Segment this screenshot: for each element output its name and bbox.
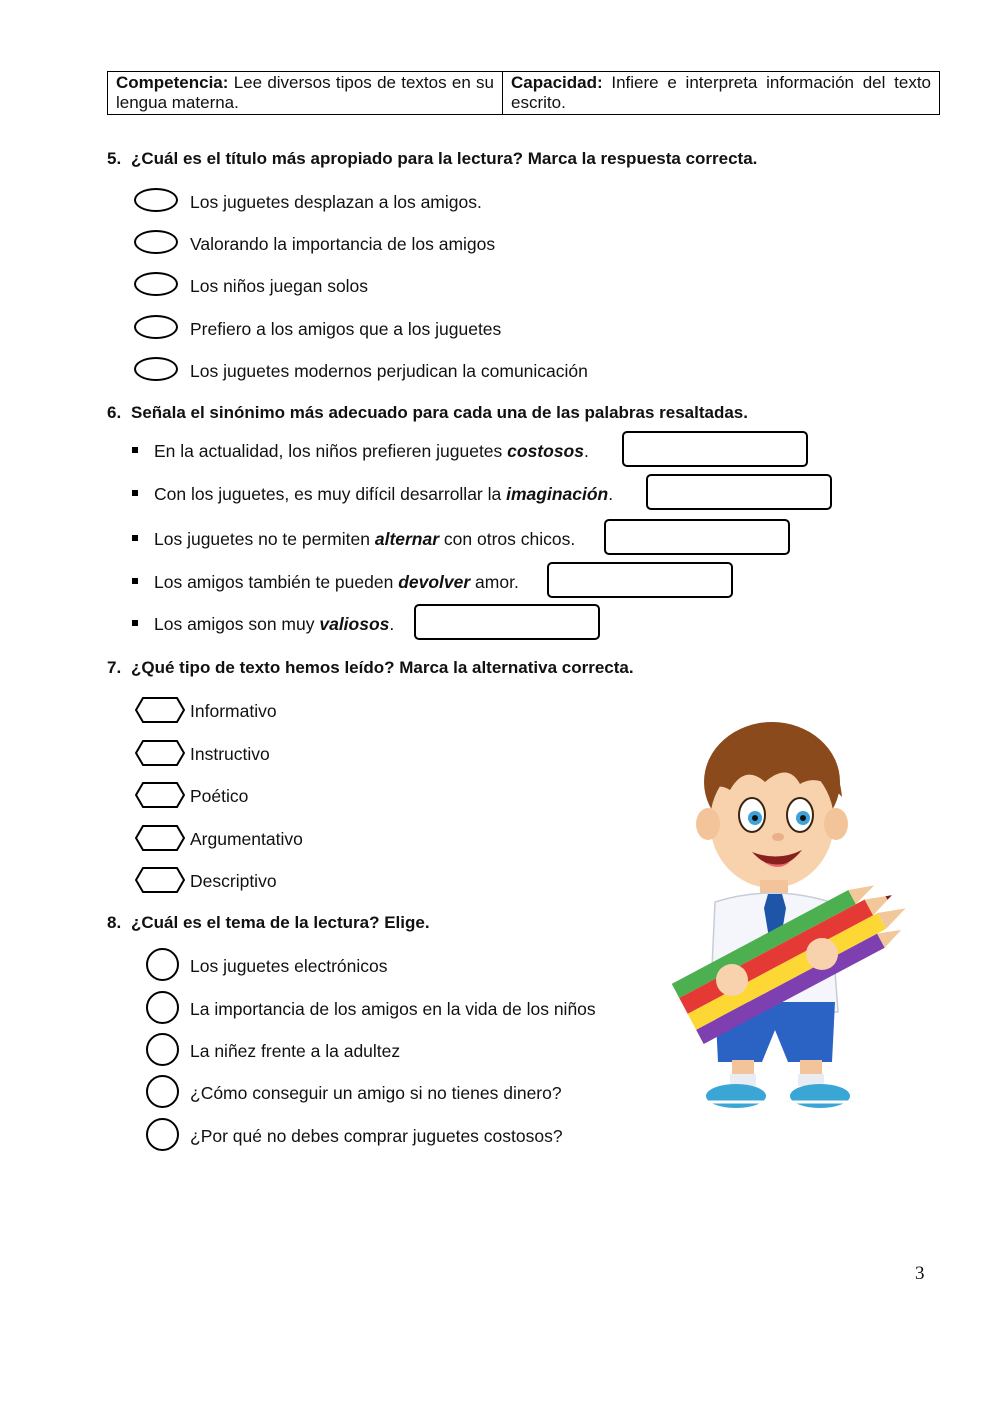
question-8-title — [107, 913, 430, 933]
question-6-title — [107, 403, 748, 423]
q8-option-label: ¿Cómo conseguir un amigo si no tienes dinero? — [190, 1083, 562, 1103]
q8-option-label: La niñez frente a la adultez — [190, 1041, 401, 1061]
boy-with-pencils-illustration — [660, 712, 920, 1112]
q5-option-label: Valorando la importancia de los amigos — [190, 234, 496, 254]
q5-option-label: Los niños juegan solos — [190, 276, 369, 296]
bullet-icon — [132, 490, 138, 496]
answer-circle[interactable] — [146, 1075, 179, 1108]
bullet-icon — [132, 578, 138, 584]
q8-option-label: Los juguetes electrónicos — [190, 956, 388, 976]
question-8-number: 8. — [107, 913, 122, 932]
q7-option-label: Instructivo — [190, 744, 270, 764]
q6-item-text: Los amigos también te pueden devolver amor. — [154, 572, 519, 592]
hexagon-checkbox[interactable] — [135, 782, 185, 808]
q5-option[interactable] — [0, 271, 1000, 301]
q5-option-label: Los juguetes desplazan a los amigos. — [190, 192, 482, 212]
q8-option-label: La importancia de los amigos en la vida de los niños — [190, 999, 596, 1019]
q8-option[interactable] — [0, 1121, 1000, 1151]
q6-item — [0, 518, 1000, 558]
hexagon-checkbox[interactable] — [135, 825, 185, 851]
q7-option-label: Argumentativo — [190, 829, 303, 849]
q7-option-label: Poético — [190, 786, 249, 806]
q6-item — [0, 603, 1000, 643]
highlighted-word: devolver — [398, 572, 471, 592]
bullet-icon — [132, 620, 138, 626]
q5-option-label: Prefiero a los amigos que a los juguetes — [190, 319, 502, 339]
q5-option[interactable] — [0, 356, 1000, 386]
q5-option-label: Los juguetes modernos perjudican la comunicación — [190, 361, 588, 381]
q6-item — [0, 561, 1000, 601]
highlighted-word: alternar — [374, 529, 440, 549]
highlighted-word: costosos — [507, 441, 584, 461]
answer-circle[interactable] — [146, 948, 179, 981]
question-5-title — [107, 149, 757, 169]
q6-item-text: Los amigos son muy valiosos. — [154, 614, 395, 634]
synonym-answer-box[interactable] — [604, 519, 790, 555]
answer-oval[interactable] — [134, 230, 178, 254]
question-5-text: ¿Cuál es el título más apropiado para la lectura? Marca la respuesta correcta. — [131, 149, 758, 168]
synonym-answer-box[interactable] — [622, 431, 808, 467]
hexagon-checkbox[interactable] — [135, 697, 185, 723]
answer-oval[interactable] — [134, 188, 178, 212]
q7-option-label: Informativo — [190, 701, 277, 721]
highlighted-word: imaginación — [506, 484, 609, 504]
highlighted-word: valiosos — [319, 614, 390, 634]
q6-item — [0, 473, 1000, 513]
question-5-number: 5. — [107, 149, 122, 168]
hexagon-checkbox[interactable] — [135, 867, 185, 893]
answer-oval[interactable] — [134, 357, 178, 381]
question-6-text: Señala el sinónimo más adecuado para cada una de las palabras resaltadas. — [131, 403, 748, 422]
question-7-number: 7. — [107, 658, 122, 677]
question-6-number: 6. — [107, 403, 122, 422]
bullet-icon — [132, 447, 138, 453]
q6-item-text: En la actualidad, los niños prefieren juguetes costosos. — [154, 441, 589, 461]
q5-option[interactable] — [0, 314, 1000, 344]
competencia-label: Competencia: — [116, 73, 229, 92]
question-8-text: ¿Cuál es el tema de la lectura? Elige. — [131, 913, 430, 932]
capacidad-cell — [503, 72, 939, 114]
q8-option-label: ¿Por qué no debes comprar juguetes costosos? — [190, 1126, 563, 1146]
hexagon-checkbox[interactable] — [135, 740, 185, 766]
bullet-icon — [132, 535, 138, 541]
page-number: 3 — [915, 1263, 925, 1284]
synonym-answer-box[interactable] — [547, 562, 733, 598]
answer-circle[interactable] — [146, 991, 179, 1024]
q5-option[interactable] — [0, 229, 1000, 259]
q5-option[interactable] — [0, 187, 1000, 217]
q6-item-text: Los juguetes no te permiten alternar con otros chicos. — [154, 529, 576, 549]
answer-oval[interactable] — [134, 315, 178, 339]
q6-item-text: Con los juguetes, es muy difícil desarrollar la imaginación. — [154, 484, 614, 504]
question-7-text: ¿Qué tipo de texto hemos leído? Marca la alternativa correcta. — [131, 658, 634, 677]
answer-oval[interactable] — [134, 272, 178, 296]
competencia-text: Lee diversos tipos de textos en su lengua materna. — [116, 73, 494, 112]
competencia-cell — [108, 72, 503, 114]
question-7-title — [107, 658, 634, 678]
capacidad-text: Infiere e interpreta información del texto escrito. — [511, 73, 931, 112]
synonym-answer-box[interactable] — [414, 604, 600, 640]
answer-circle[interactable] — [146, 1033, 179, 1066]
answer-circle[interactable] — [146, 1118, 179, 1151]
competency-table — [107, 71, 940, 115]
q6-item — [0, 430, 1000, 470]
q7-option-label: Descriptivo — [190, 871, 277, 891]
synonym-answer-box[interactable] — [646, 474, 832, 510]
capacidad-label: Capacidad: — [511, 73, 603, 92]
